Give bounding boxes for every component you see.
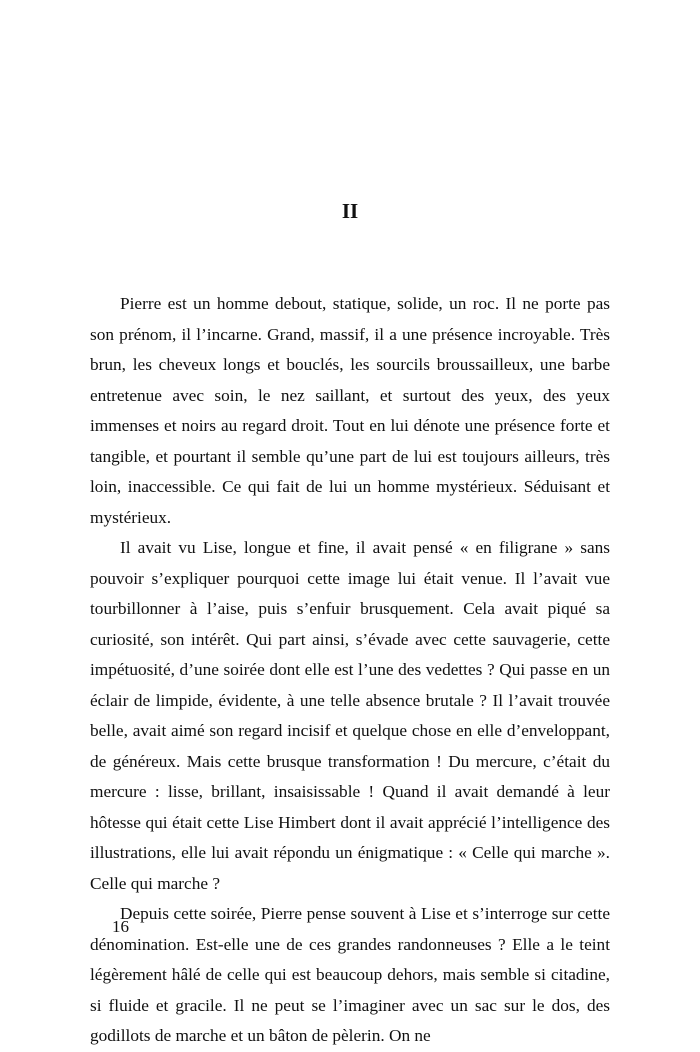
chapter-title: II: [341, 199, 359, 223]
paragraph-1: Pierre est un homme debout, statique, solide, un roc. Il ne porte pas son prénom, il l’incarne. Grand, massif, il a une présence incroyable. Très brun, les cheveux longs et bouclés, les sourcils broussailleux, une barbe entretenue avec soin, le nez saillant, et surtout des yeux, des yeux immenses et noirs au regard droit. Tout en lui dénote une présence forte et tangible, et pourtant il semble qu’une part de lui est toujours ailleurs, très loin, inaccessible. Ce qui fait de lui un homme mystérieux. Séduisant et mystérieux.: [90, 294, 610, 527]
paragraph-3: Depuis cette soirée, Pierre pense souvent à Lise et s’interroge sur cette dénomination. Est-elle une de ces grandes randonneuses ? Elle a le teint légèrement hâlé de celle qui est beaucoup dehors, mais semble si citadine, si fluide et gracile. Il ne peut se l’imaginer avec un sac sur le dos, des godillots de marche et un bâton de pèlerin. On ne: [90, 904, 610, 1045]
page-number: 16: [112, 917, 129, 936]
body-text: [90, 289, 610, 1052]
paragraph-2: Il avait vu Lise, longue et fine, il avait pensé « en filigrane » sans pouvoir s’expliquer pourquoi cette image lui était venue. Il l’avait vue tourbillonner à l’aise, puis s’enfuir brusquement. Cela avait piqué sa curiosité, son intérêt. Qui part ainsi, s’évade avec cette sauvagerie, cette impétuosité, d’une soirée dont elle est l’une des vedettes ? Qui passe en un éclair de limpide, évidente, à une telle absence brutale ? Il l’avait trouvée belle, avait aimé son regard incisif et quelque chose en elle d’enveloppant, de généreux. Mais cette brusque transformation ! Du mercure, c’était du mercure : lisse, brillant, insaisissable ! Quand il avait demandé à leur hôtesse qui était cette Lise Himbert dont il avait apprécié l’intelligence des illustrations, elle lui avait répondu un énigmatique : « Celle qui marche ». Celle qui marche ?: [90, 538, 610, 893]
